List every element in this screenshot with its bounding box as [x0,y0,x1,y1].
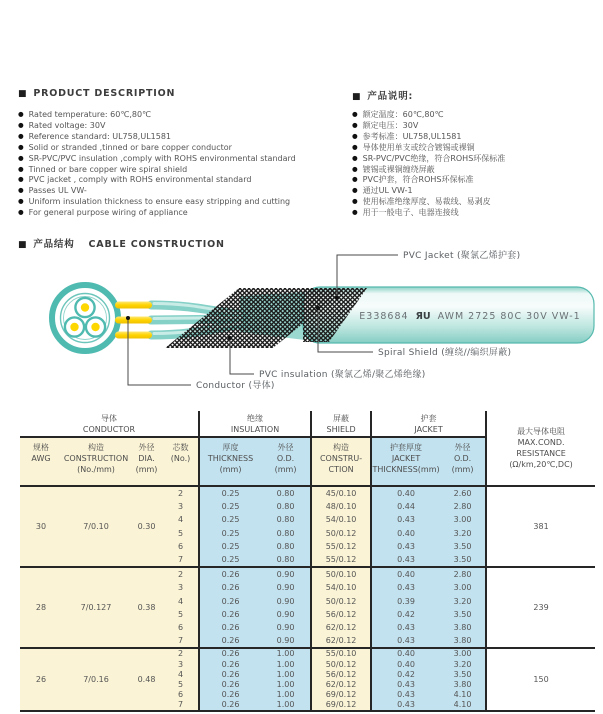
cell-insulation-od: 0.90 [261,581,311,594]
cell-construction: 7/0.10 [62,486,130,567]
cell-insulation-thickness: 0.25 [199,527,261,540]
cell-insulation-thickness: 0.26 [199,608,261,621]
cell-jacket-od: 3.20 [440,527,486,540]
square-bullet-icon: ■ [18,89,28,99]
cell-dia: 0.30 [130,486,163,567]
cable-construction-title-zh: 产品结构 [33,239,75,250]
cell-insulation-thickness: 0.26 [199,634,261,648]
cell-resistance: 239 [486,567,595,648]
cell-insulation-thickness: 0.25 [199,553,261,567]
column-header-awg: 规格 AWG [20,437,62,486]
column-header-insulation-thickness: 厚度 THICKNESS (mm) [199,437,261,486]
column-header-dia: 外径 DIA. (mm) [130,437,163,486]
cell-shield-construction: 69/0.12 [311,700,371,711]
cell-shield-construction: 54/0.10 [311,581,371,594]
cell-resistance: 150 [486,648,595,711]
product-description-title [18,88,175,99]
cable-marking: E338684 ЯU AWM 2725 80C 30V VW-1 [359,311,581,322]
cell-jacket-od: 3.50 [440,608,486,621]
cell-jacket-thickness: 0.43 [371,513,440,526]
cell-shield-construction: 50/0.12 [311,660,371,670]
table-group-header-row [20,411,595,437]
square-bullet-icon: ■ [18,240,28,250]
cell-jacket-thickness: 0.40 [371,660,440,670]
cell-jacket-od: 3.00 [440,513,486,526]
table-row [20,648,595,659]
cell-insulation-od: 0.90 [261,567,311,581]
cell-insulation-od: 0.80 [261,527,311,540]
description-bullet-zh: ● 额定电压：30V [352,121,600,132]
cell-jacket-thickness: 0.40 [371,648,440,659]
description-bullet-en: ● For general purpose wiring of appliance [18,208,348,219]
cable-construction-diagram [15,248,603,403]
label-spiral-shield: Spiral Shield (缠绕//编织屏蔽) [378,348,512,358]
cell-insulation-od: 0.90 [261,608,311,621]
cell-jacket-od: 2.80 [440,567,486,581]
cell-jacket-thickness: 0.40 [371,527,440,540]
cell-shield-construction: 50/0.10 [311,567,371,581]
cell-insulation-od: 1.00 [261,680,311,690]
cell-shield-construction: 50/0.12 [311,595,371,608]
description-bullet-zh: ● 镀锡或裸铜缠绕屏蔽 [352,165,600,176]
cell-insulation-thickness: 0.26 [199,621,261,634]
cell-insulation-thickness: 0.26 [199,567,261,581]
cell-jacket-thickness: 0.43 [371,581,440,594]
cell-cores: 6 [163,540,199,553]
table-row [20,486,595,500]
description-bullet-en: ● Rated temperature: 60℃,80℃ [18,110,348,121]
cell-jacket-thickness: 0.42 [371,608,440,621]
cell-insulation-od: 0.90 [261,621,311,634]
description-bullet-en: ● Tinned or bare copper wire spiral shield [18,165,348,176]
cell-insulation-thickness: 0.26 [199,700,261,711]
cell-cores: 5 [163,527,199,540]
label-pvc-insulation: PVC insulation (聚氯乙烯/聚乙烯绝缘) [259,370,426,380]
description-bullet-en: ● Passes UL VW- [18,186,348,197]
cell-insulation-od: 0.90 [261,634,311,648]
cell-shield-construction: 56/0.12 [311,608,371,621]
cell-shield-construction: 50/0.12 [311,527,371,540]
cell-jacket-thickness: 0.40 [371,567,440,581]
cell-jacket-od: 3.00 [440,648,486,659]
product-description-title-text: PRODUCT DESCRIPTION [33,88,176,99]
cell-cores: 6 [163,621,199,634]
cell-cores: 4 [163,513,199,526]
cell-shield-construction: 54/0.10 [311,513,371,526]
description-bullet-en: ● Uniform insulation thickness to ensure easy stripping and cutting [18,197,348,208]
description-list-zh [352,110,600,219]
cell-awg: 28 [20,567,62,648]
cell-insulation-thickness: 0.26 [199,595,261,608]
description-bullet-zh: ● 参考标准：UL758,UL1581 [352,132,600,143]
cell-insulation-od: 1.00 [261,690,311,700]
cell-resistance: 381 [486,486,595,567]
cell-jacket-od: 4.10 [440,690,486,700]
cell-insulation-od: 0.90 [261,595,311,608]
column-header-cores: 芯数 (No.) [163,437,199,486]
cell-insulation-od: 0.80 [261,553,311,567]
cell-construction: 7/0.16 [62,648,130,711]
cell-cores: 3 [163,500,199,513]
spec-table [20,411,595,712]
cell-jacket-od: 4.10 [440,700,486,711]
description-bullet-en: ● PVC jacket , comply with ROHS environmental standard [18,175,348,186]
cell-jacket-od: 3.20 [440,595,486,608]
description-bullet-zh: ● PVC护套，符合ROHS环保标准 [352,175,600,186]
cell-insulation-thickness: 0.25 [199,486,261,500]
cell-jacket-od: 3.00 [440,581,486,594]
cell-jacket-thickness: 0.44 [371,500,440,513]
description-bullet-en: ● Solid or stranded ,tinned or bare copper conductor [18,143,348,154]
cell-jacket-od: 3.50 [440,540,486,553]
cell-jacket-thickness: 0.40 [371,486,440,500]
cell-cores: 4 [163,595,199,608]
cell-insulation-thickness: 0.26 [199,648,261,659]
cell-jacket-od: 2.60 [440,486,486,500]
cell-cores: 2 [163,567,199,581]
cell-dia: 0.48 [130,648,163,711]
cell-insulation-thickness: 0.26 [199,670,261,680]
cell-dia: 0.38 [130,567,163,648]
cell-cores: 5 [163,608,199,621]
spec-table-body [20,486,595,711]
cell-cores: 3 [163,660,199,670]
cell-insulation-od: 1.00 [261,700,311,711]
cell-jacket-od: 3.20 [440,660,486,670]
cell-shield-construction: 56/0.12 [311,670,371,680]
cell-shield-construction: 62/0.12 [311,634,371,648]
cell-jacket-od: 3.50 [440,553,486,567]
cell-cores: 7 [163,553,199,567]
cell-insulation-thickness: 0.25 [199,513,261,526]
cell-jacket-thickness: 0.42 [371,670,440,680]
cell-insulation-od: 1.00 [261,670,311,680]
cell-insulation-thickness: 0.26 [199,581,261,594]
cell-jacket-od: 3.80 [440,634,486,648]
cell-shield-construction: 45/0.10 [311,486,371,500]
product-notes-title [352,88,413,102]
cell-jacket-thickness: 0.43 [371,680,440,690]
conductor-tip [115,332,152,339]
cell-jacket-thickness: 0.39 [371,595,440,608]
ul-recognized-mark-icon: ЯU [415,311,431,322]
description-bullet-en: ● Reference standard: UL758,UL1581 [18,132,348,143]
cell-awg: 30 [20,486,62,567]
cell-cores: 2 [163,486,199,500]
cell-shield-construction: 55/0.12 [311,553,371,567]
description-list-en [18,110,348,219]
cell-jacket-thickness: 0.43 [371,690,440,700]
cell-cores: 3 [163,581,199,594]
group-header-shield: 屏蔽 SHIELD [311,411,371,437]
cell-construction: 7/0.127 [62,567,130,648]
column-header-jacket-od: 外径 O.D. (mm) [440,437,486,486]
description-bullet-zh: ● 用于一般电子、电器连接线 [352,208,600,219]
group-header-conductor: 导体 CONDUCTOR [20,411,199,437]
cell-jacket-od: 3.80 [440,680,486,690]
description-bullet-en: ● Rated voltage: 30V [18,121,348,132]
description-bullet-zh: ● 导体使用单支或绞合镀锡或裸铜 [352,143,600,154]
cell-shield-construction: 55/0.10 [311,648,371,659]
cell-insulation-od: 1.00 [261,648,311,659]
cell-awg: 26 [20,648,62,711]
column-header-insulation-od: 外径 O.D. (mm) [261,437,311,486]
label-pvc-jacket: PVC Jacket (聚氯乙烯护套) [403,251,521,261]
description-bullet-en: ● SR-PVC/PVC insulation ,comply with ROHS environmental standard [18,154,348,165]
cell-shield-construction: 62/0.12 [311,621,371,634]
cell-insulation-od: 0.80 [261,513,311,526]
column-header-shield-construction: 构造 CONSTRU- CTION [311,437,371,486]
cell-cores: 2 [163,648,199,659]
cell-insulation-thickness: 0.25 [199,540,261,553]
cell-shield-construction: 48/0.10 [311,500,371,513]
cell-jacket-thickness: 0.43 [371,700,440,711]
cell-insulation-thickness: 0.26 [199,660,261,670]
label-conductor: Conductor (导体) [196,381,275,391]
cell-insulation-od: 0.80 [261,500,311,513]
column-header-construction: 构造 CONSTRUCTION (No./mm) [62,437,130,486]
cell-insulation-thickness: 0.26 [199,690,261,700]
cell-cores: 6 [163,690,199,700]
cell-insulation-thickness: 0.26 [199,680,261,690]
cell-insulation-od: 0.80 [261,486,311,500]
cell-jacket-od: 2.80 [440,500,486,513]
description-bullet-zh: ● 使用标准绝缘厚度、易裁线、易剥皮 [352,197,600,208]
cell-cores: 5 [163,680,199,690]
cell-cores: 7 [163,634,199,648]
cable-cross-section-icon [52,285,118,351]
cell-jacket-thickness: 0.43 [371,540,440,553]
cell-cores: 7 [163,700,199,711]
cell-jacket-thickness: 0.43 [371,621,440,634]
conductor-tip [115,302,152,309]
description-bullet-zh: ● 通过UL VW-1 [352,186,600,197]
product-notes-title-text: 产品说明: [367,91,414,102]
description-bullet-zh: ● 额定温度：60℃,80℃ [352,110,600,121]
cell-insulation-od: 0.80 [261,540,311,553]
cell-jacket-thickness: 0.43 [371,553,440,567]
group-header-jacket: 护套 JACKET [371,411,486,437]
cell-insulation-thickness: 0.25 [199,500,261,513]
column-header-jacket-thickness: 护套厚度 JACKET THICKNESS(mm) [371,437,440,486]
table-row [20,567,595,581]
cell-shield-construction: 55/0.12 [311,540,371,553]
cell-shield-construction: 69/0.12 [311,690,371,700]
square-bullet-icon: ■ [352,92,362,102]
cell-jacket-od: 3.50 [440,670,486,680]
cable-construction-title-en: CABLE CONSTRUCTION [88,239,225,250]
cell-jacket-thickness: 0.43 [371,634,440,648]
cell-shield-construction: 62/0.12 [311,680,371,690]
conductor-tip [115,317,152,324]
description-bullet-zh: ● SR-PVC/PVC绝缘，符合ROHS环保标准 [352,154,600,165]
column-header-resistance: 最大导体电阻 MAX.COND. RESISTANCE (Ω/km,20℃,DC) [486,411,595,486]
group-header-insulation: 绝缘 INSULATION [199,411,311,437]
cell-insulation-od: 1.00 [261,660,311,670]
cell-jacket-od: 3.80 [440,621,486,634]
cell-cores: 4 [163,670,199,680]
